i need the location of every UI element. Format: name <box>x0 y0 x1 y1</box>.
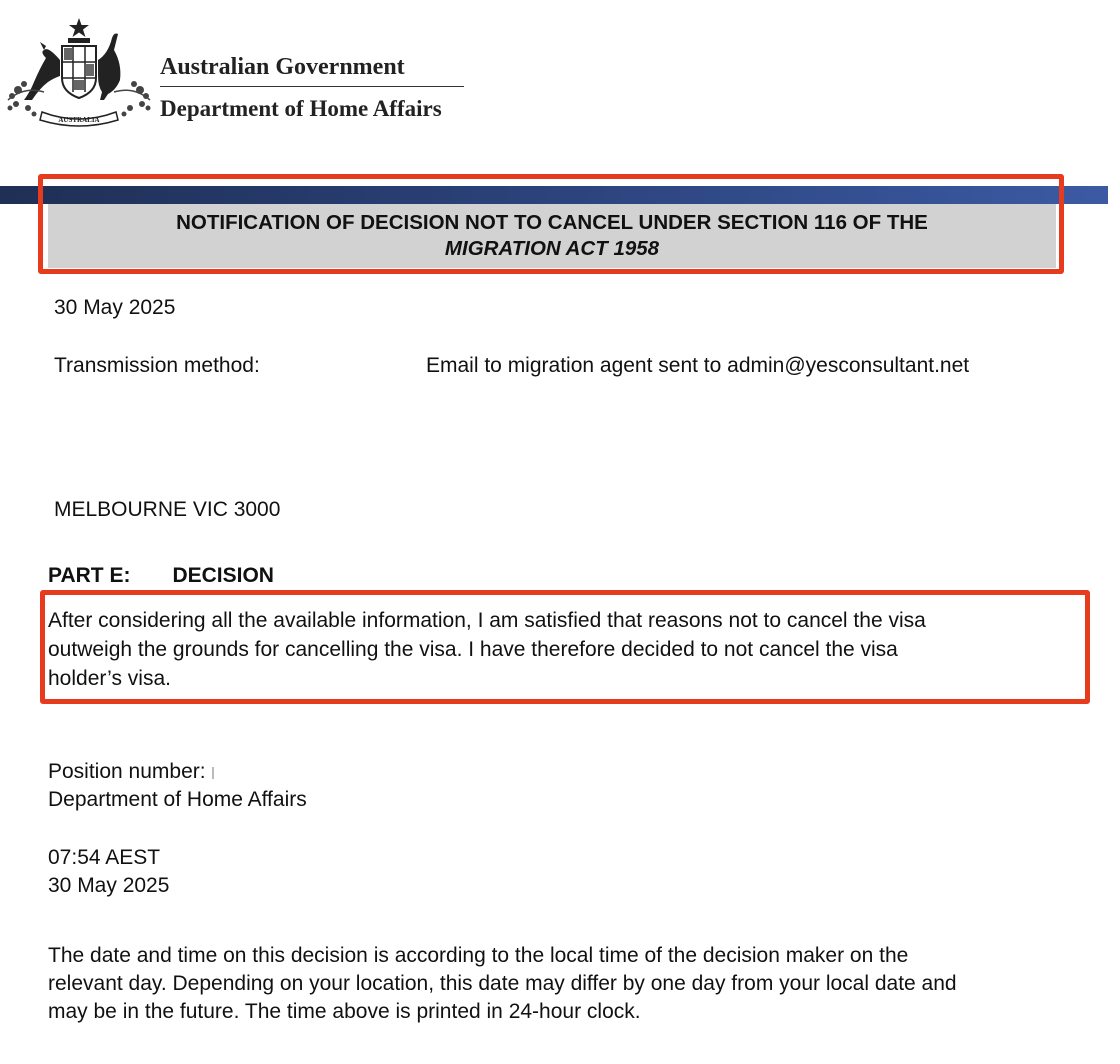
note-line: relevant day. Depending on your location, this date may differ by one day from your local date and <box>48 972 957 995</box>
redacted-mark <box>212 767 214 779</box>
part-e-heading <box>48 562 274 590</box>
time-zone-note <box>48 942 957 1026</box>
decision-line: After considering all the available information, I am satisfied that reasons not to cancel the visa <box>48 609 926 632</box>
title-line-1: NOTIFICATION OF DECISION NOT TO CANCEL UNDER SECTION 116 OF THE <box>176 211 928 234</box>
note-line: The date and time on this decision is according to the local time of the decision maker on the <box>48 944 909 967</box>
government-name: Australian Government <box>160 54 405 80</box>
coat-of-arms-logo <box>4 16 154 128</box>
signature-department: Department of Home Affairs <box>48 788 307 811</box>
decision-text <box>48 606 1068 693</box>
note-line: may be in the future. The time above is printed in 24-hour clock. <box>48 1000 641 1023</box>
transmission-method-label: Transmission method: <box>54 354 260 377</box>
department-name: Department of Home Affairs <box>160 96 442 121</box>
title-line-2: MIGRATION ACT 1958 <box>444 237 660 260</box>
part-e-title: DECISION <box>172 564 274 587</box>
document-title <box>48 204 1056 268</box>
header-divider <box>160 86 464 87</box>
title-color-band <box>0 186 1108 204</box>
address-city-line: MELBOURNE VIC 3000 <box>54 498 281 521</box>
decision-date: 30 May 2025 <box>48 874 170 897</box>
decision-line: holder’s visa. <box>48 667 171 690</box>
decision-time: 07:54 AEST <box>48 846 161 869</box>
notice-date: 30 May 2025 <box>54 296 176 319</box>
part-e-label: PART E: <box>48 564 131 587</box>
signature-block <box>48 758 307 814</box>
decision-timestamp <box>48 844 169 900</box>
government-header <box>160 52 470 123</box>
crest-banner-text: AUSTRALIA <box>58 116 100 124</box>
decision-line: outweigh the grounds for cancelling the visa. I have therefore decided to not cancel the visa <box>48 638 898 661</box>
transmission-method-value: Email to migration agent sent to admin@yesconsultant.net <box>426 354 970 377</box>
position-number-label: Position number: <box>48 760 206 783</box>
